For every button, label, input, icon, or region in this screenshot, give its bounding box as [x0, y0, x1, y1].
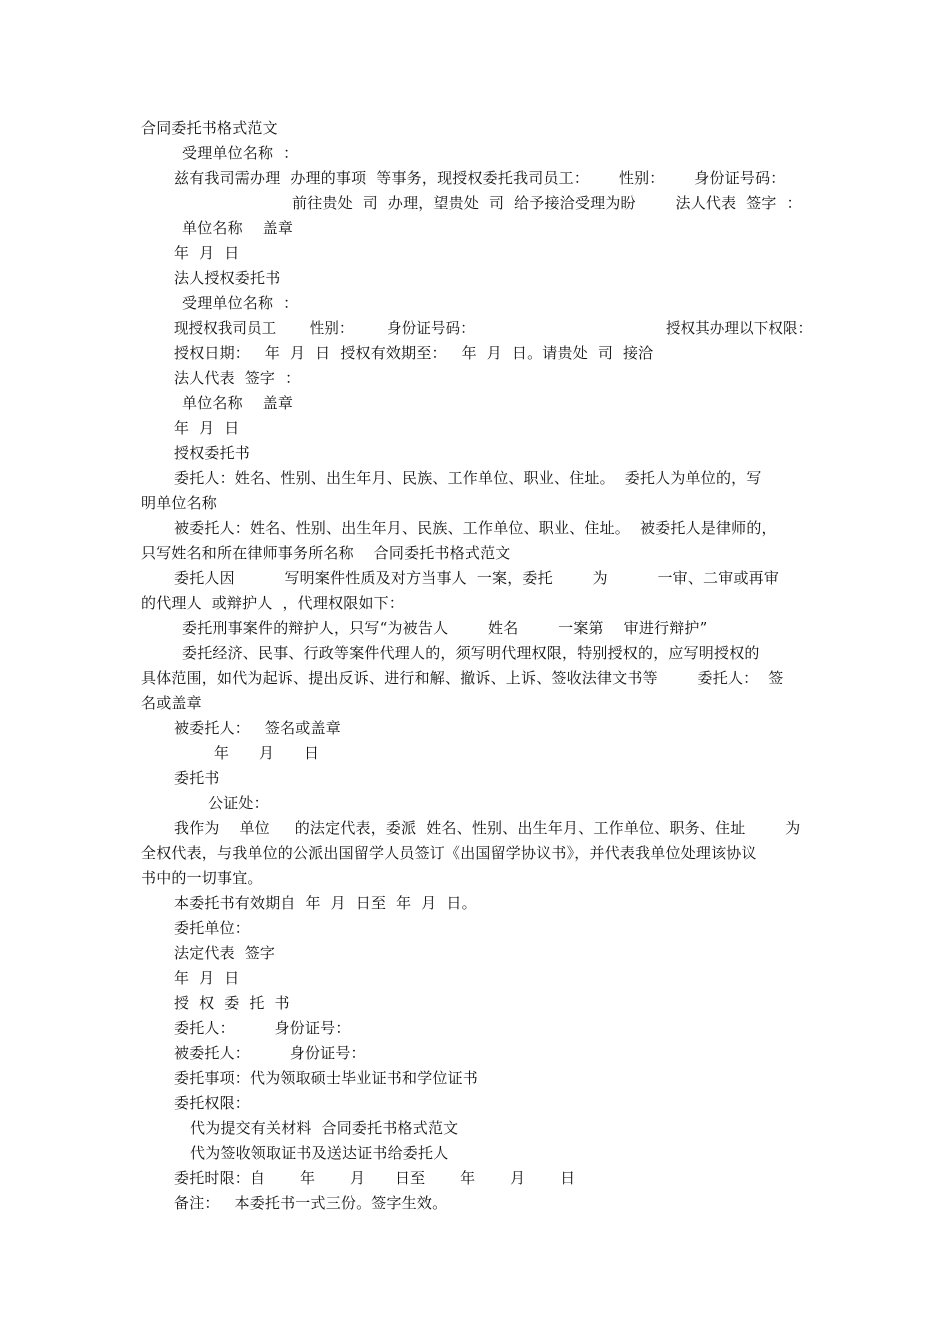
text-line: 代为签收领取证书及送达证书给委托人: [190, 1144, 449, 1162]
text-line: 公证处：: [208, 794, 269, 812]
text-line: 委托人： 身份证号：: [174, 1019, 351, 1037]
text-line: 书中的一切事宜。: [141, 869, 263, 887]
text-line: 委托人因 写明案件性质及对方当事人 一案，委托 为 一审、二审或再审: [174, 569, 780, 587]
text-line: 被委托人： 身份证号：: [174, 1044, 366, 1062]
text-line: 年 月 日: [214, 744, 320, 762]
text-line: 兹有我司需办理 办理的事项 等事务，现授权委托我司员工： 性别： 身份证号码：: [174, 169, 786, 187]
text-line: 的代理人 或辩护人 ，代理权限如下：: [141, 594, 405, 612]
text-line: 具体范围，如代为起诉、提出反诉、进行和解、撤诉、上诉、签收法律文书等 委托人： 签: [141, 669, 784, 687]
text-line: 委托权限：: [174, 1094, 251, 1112]
text-line: 被委托人：姓名、性别、出生年月、民族、工作单位、职业、住址。 被委托人是律师的，: [174, 519, 777, 537]
text-line: 我作为 单位 的法定代表，委派 姓名、性别、出生年月、工作单位、职务、住址 为: [174, 819, 801, 837]
text-line: 受理单位名称 ：: [182, 144, 299, 162]
section-heading: 授权委托书: [174, 444, 251, 462]
text-line: 明单位名称: [141, 494, 218, 512]
text-line: 委托经济、民事、行政等案件代理人的，须写明代理权限，特别授权的，应写明授权的: [182, 644, 760, 662]
text-line: 授权日期： 年 月 日 授权有效期至： 年 月 日。请贵处 司 接洽: [174, 344, 654, 362]
text-line: 法定代表 签字: [174, 944, 276, 962]
text-line: 委托事项：代为领取硕士毕业证书和学位证书: [174, 1069, 479, 1087]
text-line: 现授权我司员工 性别： 身份证号码： 授权其办理以下权限：: [174, 319, 813, 337]
text-line: 代为提交有关材料 合同委托书格式范文: [190, 1119, 459, 1137]
section-heading: 法人授权委托书: [174, 269, 281, 287]
text-line: 委托时限：自 年 月 日至 年 月 日: [174, 1169, 576, 1187]
text-line: 本委托书有效期自 年 月 日至 年 月 日。: [174, 894, 477, 912]
text-line: 委托刑事案件的辩护人，只写“为被告人 姓名 一案第 审进行辩护”: [182, 619, 708, 637]
text-line: 年 月 日: [174, 419, 240, 437]
text-line: 受理单位名称 ：: [182, 294, 299, 312]
text-line: 法人代表 签字 ：: [174, 369, 301, 387]
text-line: 单位名称 盖章: [182, 219, 294, 237]
document-title: 合同委托书格式范文: [141, 119, 278, 137]
text-line: 委托单位：: [174, 919, 251, 937]
text-line: 只写姓名和所在律师事务所名称 合同委托书格式范文: [141, 544, 511, 562]
section-heading: 授 权 委 托 书: [174, 994, 290, 1012]
text-line: 被委托人： 签名或盖章: [174, 719, 341, 737]
text-line: 备注： 本委托书一式三份。签字生效。: [174, 1194, 448, 1212]
text-line: 全权代表，与我单位的公派出国留学人员签订《出国留学协议书》，并代表我单位处理该协议: [141, 844, 757, 862]
text-line: 单位名称 盖章: [182, 394, 294, 412]
text-line: 年 月 日: [174, 244, 240, 262]
text-line: 委托人：姓名、性别、出生年月、民族、工作单位、职业、住址。 委托人为单位的，写: [174, 469, 762, 487]
text-line: 名或盖章: [141, 694, 202, 712]
section-heading: 委托书: [174, 769, 220, 787]
text-line: 年 月 日: [174, 969, 240, 987]
text-line: 前往贵处 司 办理，望贵处 司 给予接洽受理为盼 法人代表 签字 ：: [292, 194, 802, 212]
